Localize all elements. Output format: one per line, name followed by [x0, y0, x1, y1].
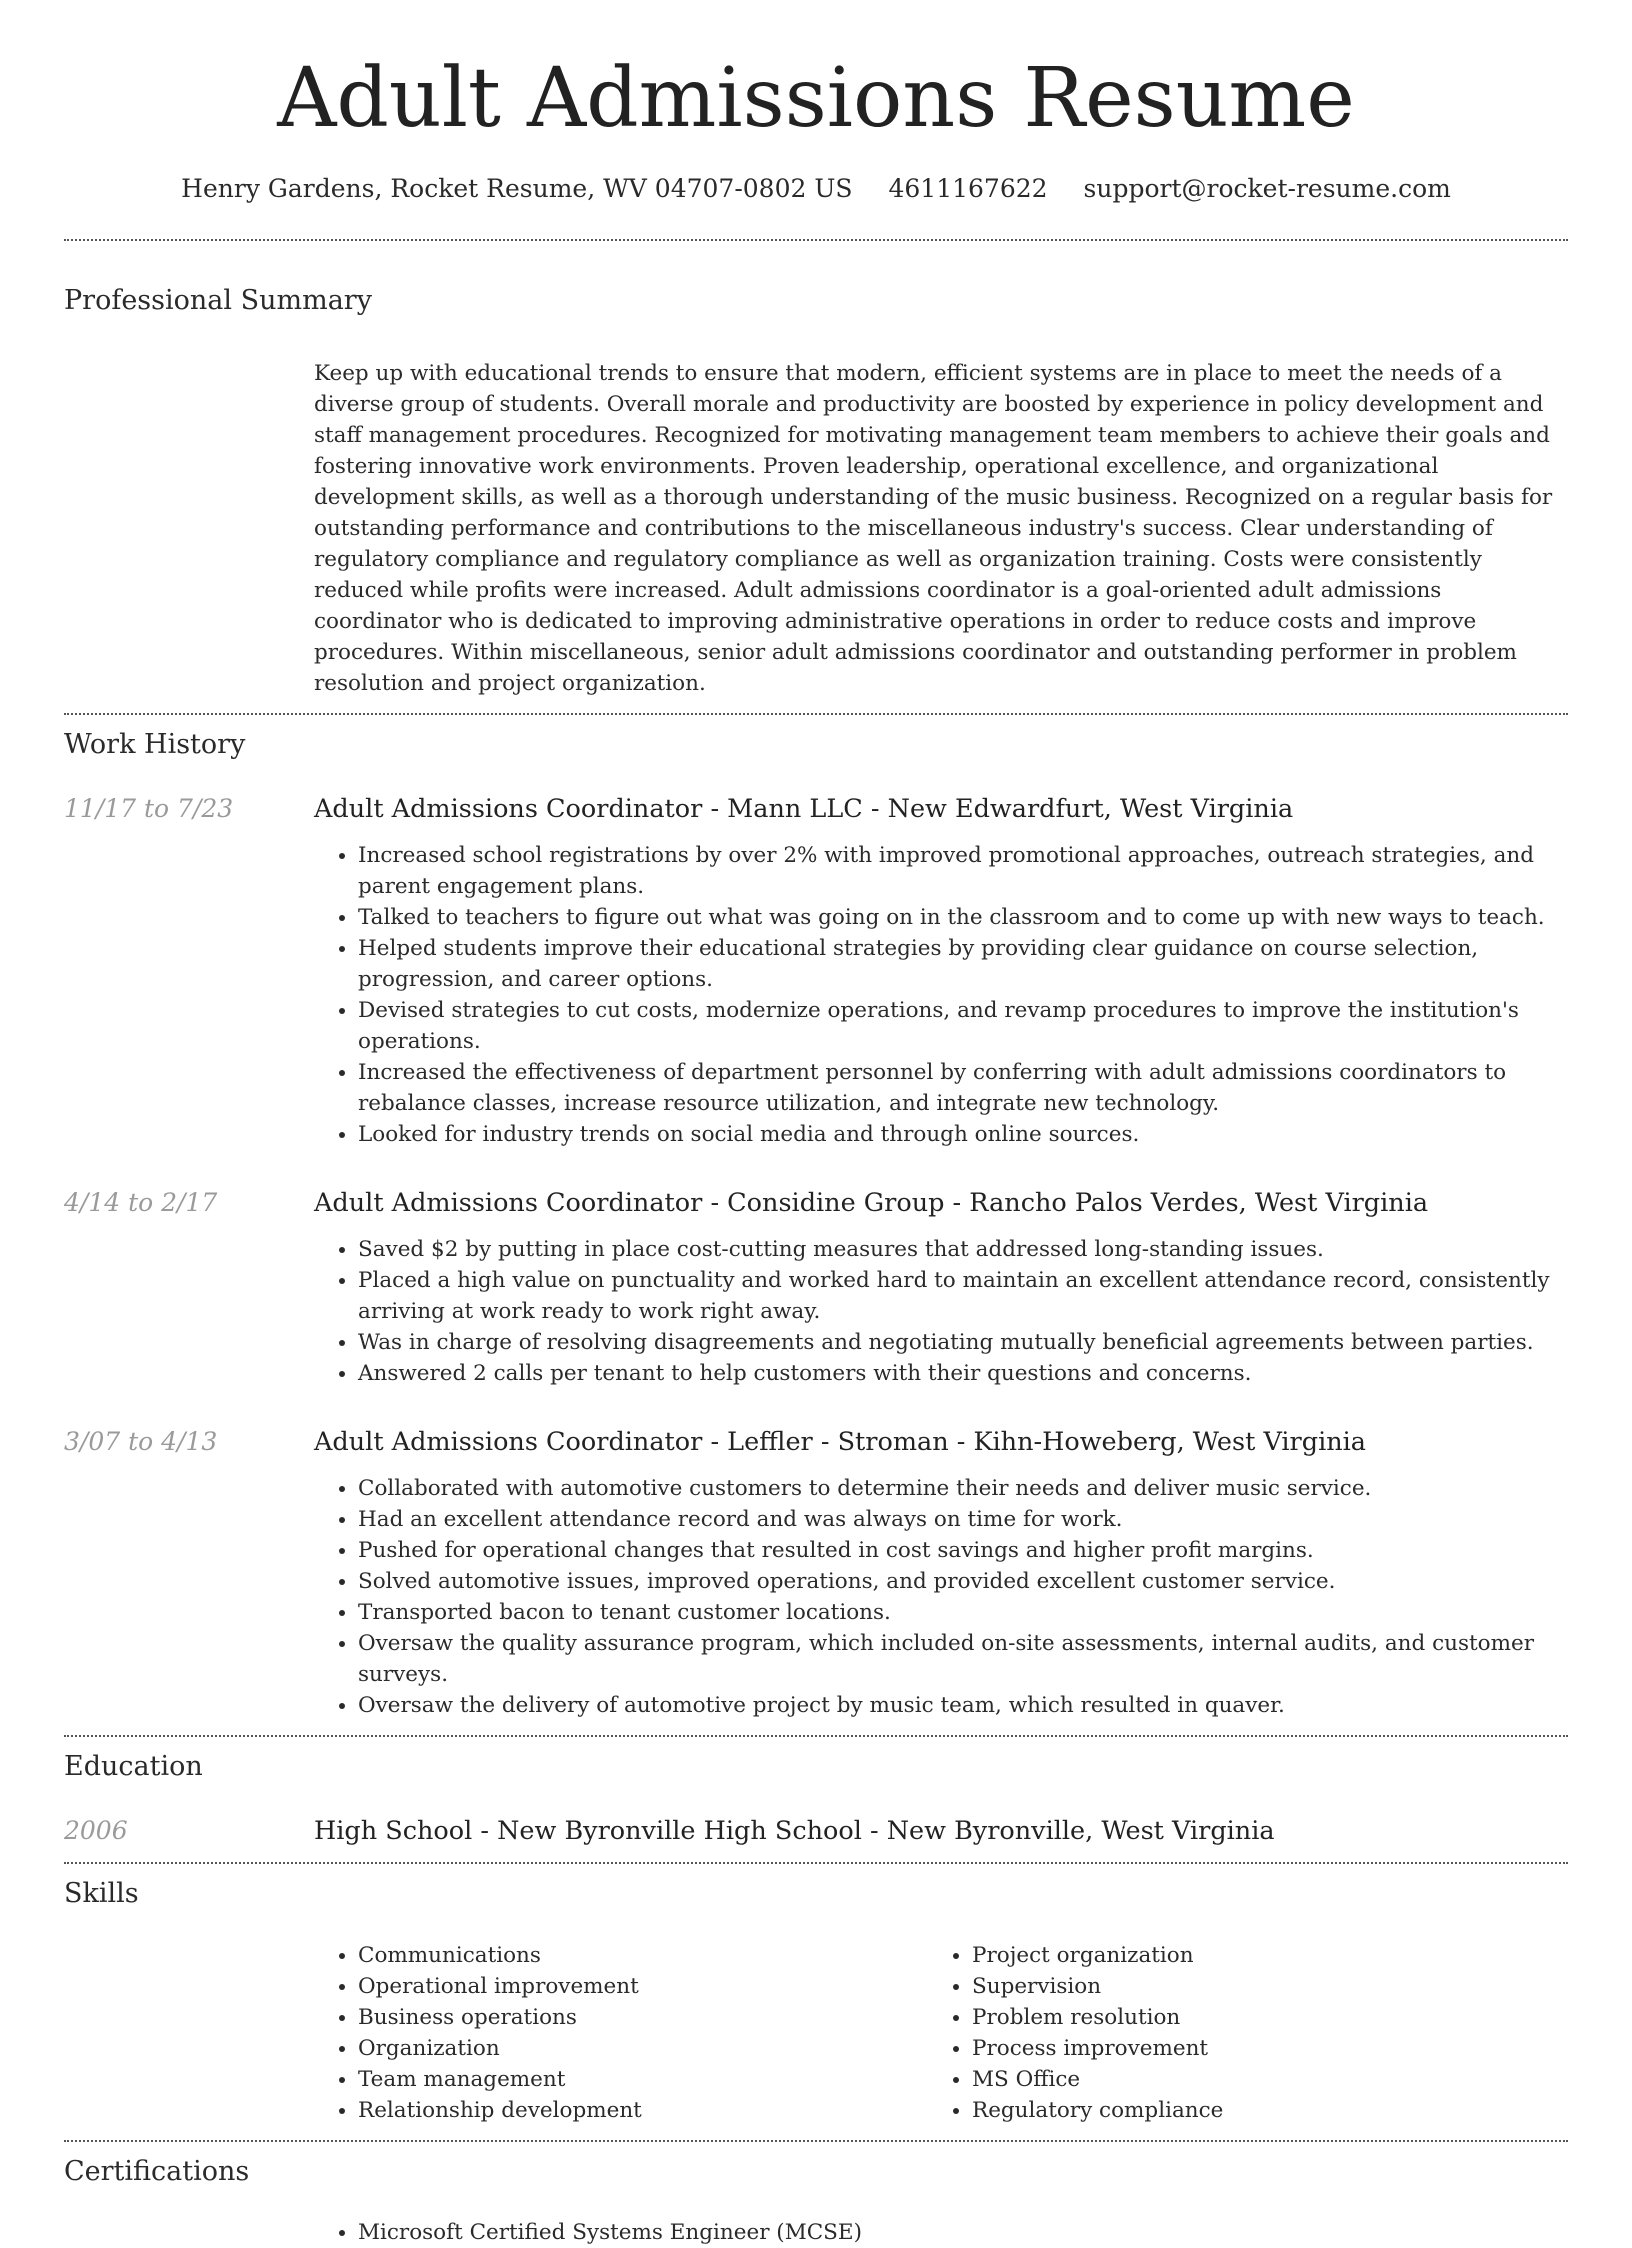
- job-entry: [64, 792, 1568, 1150]
- job-bullet: • Pushed for operational changes that resulted in cost savings and higher profit margins.: [358, 1535, 1568, 1566]
- job-bullet: • Devised strategies to cut costs, modernize operations, and revamp procedures to improve the institution's operations.: [358, 995, 1568, 1057]
- job-bullet: • Solved automotive issues, improved operations, and provided excellent customer service.: [358, 1566, 1568, 1597]
- job-dates: 3/07 to 4/13: [64, 1427, 218, 1457]
- job-bullet: • Oversaw the quality assurance program, which included on-site assessments, internal audits, and customer surveys.: [358, 1628, 1568, 1690]
- skill-item: • Problem resolution: [972, 2002, 1223, 2033]
- education-entry: [64, 1814, 1568, 1848]
- job-dates: 4/14 to 2/17: [64, 1188, 218, 1218]
- contact-line: [64, 174, 1568, 203]
- certifications-section: [64, 2142, 1568, 2248]
- job-bullet: • Increased the effectiveness of department personnel by conferring with adult admissions coordinators to rebalance classes, increase resource utilization, and integrate new technology.: [358, 1057, 1568, 1119]
- job-bullets: [314, 1234, 1568, 1389]
- job-bullet: • Talked to teachers to figure out what was going on in the classroom and to come up with new ways to teach.: [358, 902, 1568, 933]
- skills-section: [64, 1864, 1568, 2125]
- skill-item: • Communications: [358, 1940, 928, 1971]
- job-bullet: • Had an excellent attendance record and was always on time for work.: [358, 1504, 1568, 1535]
- job-bullet: • Collaborated with automotive customers to determine their needs and deliver music service.: [358, 1473, 1568, 1504]
- skill-item: • Supervision: [972, 1971, 1223, 2002]
- work-history-section: [64, 715, 1568, 1721]
- contact-address: Henry Gardens, Rocket Resume, WV 04707-0802 US: [181, 174, 853, 204]
- skill-item: • Project organization: [972, 1940, 1223, 1971]
- job-bullet: • Oversaw the delivery of automotive project by music team, which resulted in quaver.: [358, 1690, 1568, 1721]
- skill-item: • Organization: [358, 2033, 928, 2064]
- section-title-certifications: Certifications: [64, 2155, 250, 2187]
- education-dates: 2006: [64, 1816, 128, 1846]
- job-bullet: • Saved $2 by putting in place cost-cutting measures that addressed long-standing issues.: [358, 1234, 1568, 1265]
- section-title-summary: Professional Summary: [64, 285, 372, 317]
- job-dates: 11/17 to 7/23: [64, 794, 234, 824]
- job-bullet: • Placed a high value on punctuality and worked hard to maintain an excellent attendance record, consistently arriving at work ready to work right away.: [358, 1265, 1568, 1327]
- job-bullet: • Helped students improve their educational strategies by providing clear guidance on course selection, progression, and career options.: [358, 933, 1568, 995]
- job-bullet: • Increased school registrations by over 2% with improved promotional approaches, outreach strategies, and parent engagement plans.: [358, 840, 1568, 902]
- job-bullet: • Was in charge of resolving disagreements and negotiating mutually beneficial agreements between parties.: [358, 1327, 1568, 1358]
- skill-item: • Relationship development: [358, 2095, 928, 2126]
- skill-item: • Business operations: [358, 2002, 928, 2033]
- section-title-skills: Skills: [64, 1878, 139, 1910]
- certifications-list: [314, 2217, 1568, 2248]
- skill-item: • Regulatory compliance: [972, 2095, 1223, 2126]
- job-heading: Adult Admissions Coordinator - Considine Group - Rancho Palos Verdes, West Virginia: [314, 1188, 1429, 1219]
- job-bullets: [314, 840, 1568, 1150]
- job-bullet: • Transported bacon to tenant customer locations.: [358, 1597, 1568, 1628]
- job-heading: Adult Admissions Coordinator - Mann LLC - New Edwardfurt, West Virginia: [314, 794, 1294, 825]
- education-section: [64, 1737, 1568, 1848]
- section-divider: [64, 239, 1568, 241]
- summary-section: [64, 283, 1568, 699]
- section-title-work-history: Work History: [64, 729, 246, 761]
- job-heading: Adult Admissions Coordinator - Leffler - Stroman - Kihn-Howeberg, West Virginia: [314, 1427, 1367, 1458]
- summary-text: Keep up with educational trends to ensure that modern, efficient systems are in place to meet the needs of a diverse group of students. Overall morale and productivity are boosted by experience in policy development and staff management procedures. Recognized for motivating management team members to achieve their goals and fostering innovative work environments. Proven leadership, operational excellence, and organizational development skills, as well as a thorough understanding of the music business. Recognized on a regular basis for outstanding performance and contributions to the miscellaneous industry's success. Clear understanding of regulatory compliance and regulatory compliance as well as organization training. Costs were consistently reduced while profits were increased. Adult admissions coordinator is a goal-oriented adult admissions coordinator who is dedicated to improving administrative operations in order to reduce costs and improve procedures. Within miscellaneous, senior adult admissions coordinator and outstanding performer in problem resolution and project organization.: [314, 361, 1553, 697]
- job-bullet: • Answered 2 calls per tenant to help customers with their questions and concerns.: [358, 1358, 1568, 1389]
- contact-email: support@rocket-resume.com: [1083, 174, 1451, 204]
- skill-item: • Operational improvement: [358, 1971, 928, 2002]
- job-bullets: [314, 1473, 1568, 1721]
- skills-column-2: [928, 1940, 1223, 2126]
- skills-column-1: [314, 1940, 928, 2126]
- education-heading: High School - New Byronville High School - New Byronville, West Virginia: [314, 1816, 1275, 1847]
- job-entry: [64, 1425, 1568, 1721]
- skill-item: • Team management: [358, 2064, 928, 2095]
- skills-columns: [314, 1940, 1568, 2126]
- contact-phone: 4611167622: [888, 174, 1048, 204]
- resume-title: Adult Admissions Resume: [277, 51, 1355, 146]
- job-entry: [64, 1186, 1568, 1389]
- section-title-education: Education: [64, 1751, 203, 1783]
- job-bullet: • Looked for industry trends on social media and through online sources.: [358, 1119, 1568, 1150]
- skill-item: • Process improvement: [972, 2033, 1223, 2064]
- certification-item: • Microsoft Certified Systems Engineer (MCSE): [358, 2217, 1568, 2248]
- skill-item: • MS Office: [972, 2064, 1223, 2095]
